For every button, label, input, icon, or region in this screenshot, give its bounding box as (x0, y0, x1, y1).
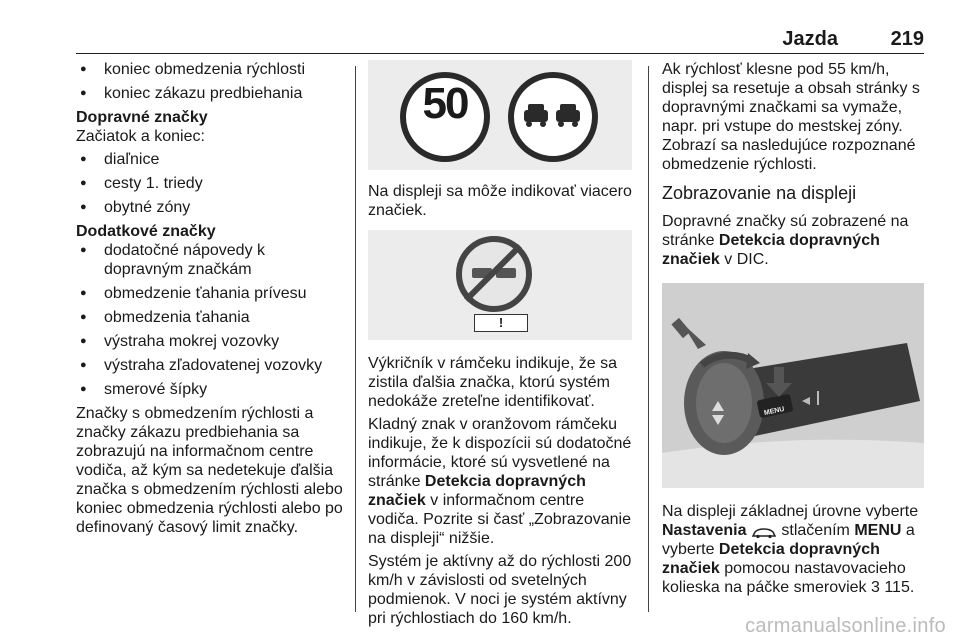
body-paragraph (662, 502, 924, 597)
list-item: ● dodatočné nápovedy k dopravným značkám (76, 241, 348, 279)
heading-additional-signs: Dodatkové značky (76, 223, 216, 240)
column-3 (662, 60, 924, 601)
header-rule (76, 53, 924, 54)
body-paragraph: Výkričník v rámčeku indikuje, že sa zistila ďalšia značka, ktorú systém nedokáže zreteľne identifikovať. (368, 355, 617, 410)
bold-term: Detekcia dopravných značiek (662, 541, 880, 577)
text-span: Kladný znak v oranžovom rámčeku indikuje, že k dispozícii sú dodatočné informácie, ktoré sú vysvetlené na stránke (368, 416, 632, 490)
list-item: ● výstraha zľadovatenej vozovky (76, 356, 348, 375)
body-paragraph: Systém je aktívny až do rýchlosti 200 km/h v závislosti od svetelných podmienok. V noci je systém aktívny pri rýchlostiach do 160 km/h. (368, 553, 632, 627)
column-2 (368, 60, 632, 632)
footer-watermark: carmanualsonline.info (745, 615, 946, 637)
list-3 (76, 241, 348, 399)
speed-limit-number: 50 (422, 79, 468, 128)
speed-limit-sign-icon (400, 72, 490, 162)
body-paragraph (368, 415, 632, 548)
list-item: ● obmedzenie ťahania prívesu (76, 284, 348, 303)
column-divider (648, 66, 649, 612)
list-item: ● smerové šípky (76, 380, 348, 399)
text-span: stlačením (776, 522, 855, 539)
text-span: v DIC. (719, 251, 769, 268)
heading-traffic-signs: Dopravné značky (76, 109, 208, 126)
figure-caption: Na displeji sa môže indikovať viacero značiek. (368, 183, 632, 219)
end-of-no-overtaking-sign-icon (456, 236, 532, 312)
chapter-title: Jazda (782, 28, 838, 50)
car-settings-icon (751, 525, 777, 537)
turn-signal-lever-icon (662, 283, 924, 488)
text-span: Dopravné značky sú zobrazené na stránke (662, 213, 909, 249)
page-header (76, 28, 924, 52)
body-paragraph: Značky s obmedzením rýchlosti a značky zákazu predbiehania sa zobrazujú na informačnom centre vodiča, až kým sa nedetekuje ďalšia značka s obmedzením rýchlosti alebo koniec obmedzenia rýchlosti alebo po definovaný časový limit značky. (76, 405, 343, 536)
list-item: ● cesty 1. triedy (76, 174, 348, 193)
page-reference-icon: 3 (870, 579, 880, 596)
column-1 (76, 60, 348, 541)
section-heading: Zobrazovanie na displeji (662, 183, 857, 203)
text-span: pomocou nastavovacieho kolieska na páčke smeroviek (662, 560, 906, 596)
list-item: ● diaľnice (76, 150, 348, 169)
figure-speed-signs (368, 60, 632, 170)
body-paragraph (662, 212, 924, 269)
exclamation-box-icon: ! (474, 314, 528, 332)
bold-term: Detekcia dopravných značiek (368, 473, 586, 509)
text-span: v informačnom centre vodiča. Pozrite si časť „Zobrazovanie na displeji“ nižšie. (368, 492, 631, 547)
menu-button-label: MENU (763, 405, 786, 418)
bold-term: Nastavenia (662, 522, 747, 539)
list-item: ● koniec zákazu predbiehania (76, 84, 348, 103)
intro-text: Začiatok a koniec: (76, 128, 205, 145)
text-span: Na displeji základnej úrovne vyberte (662, 503, 919, 520)
no-overtaking-sign-icon (508, 72, 598, 162)
list-item: ● obytné zóny (76, 198, 348, 217)
list-item: ● výstraha mokrej vozovky (76, 332, 348, 351)
figure-turn-signal-lever (662, 283, 924, 488)
text-span: 115. (879, 579, 915, 596)
column-divider (355, 66, 356, 612)
figure-unclear-sign (368, 230, 632, 340)
list-item: ● obmedzenia ťahania (76, 308, 348, 327)
list-2 (76, 150, 348, 217)
page-number: 219 (890, 28, 924, 50)
list-item: ● koniec obmedzenia rýchlosti (76, 60, 348, 79)
bold-term: MENU (854, 522, 902, 539)
list-1 (76, 60, 348, 103)
text-span: a vyberte (662, 522, 915, 558)
body-paragraph: Ak rýchlosť klesne pod 55 km/h, displej sa resetuje a obsah stránky s dopravnými značkami sa vymaže, napr. pri vstupe do mestskej zóny. Zobrazí sa nasledujúce rozpoznané obmedzenie rýchlosti. (662, 61, 920, 173)
bold-term: Detekcia dopravných značiek (662, 232, 880, 268)
